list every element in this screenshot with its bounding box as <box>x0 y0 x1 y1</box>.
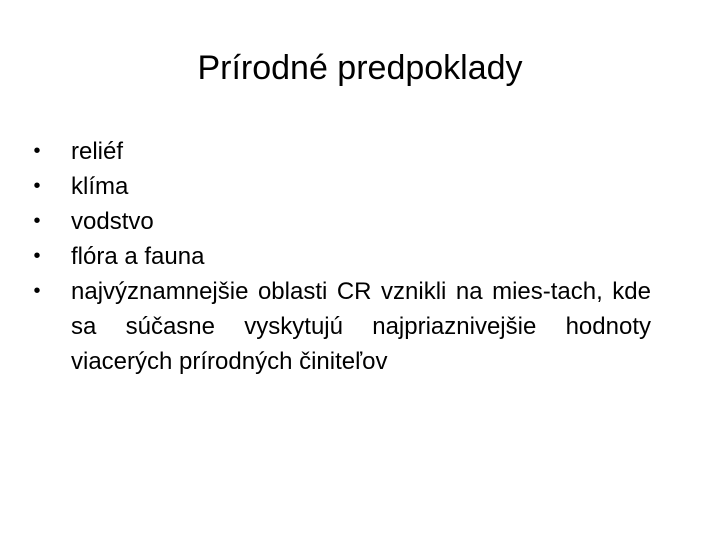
bullet-dot-icon: • <box>33 175 41 197</box>
bullet-text: vodstvo <box>71 208 154 235</box>
bullet-dot-icon: • <box>33 245 41 267</box>
bullet-item <box>30 134 690 169</box>
slide-title: Prírodné predpoklady <box>197 49 523 87</box>
bullet-text: klíma <box>71 173 129 200</box>
bullet-dot-icon: • <box>33 280 41 302</box>
bullet-item <box>30 169 690 204</box>
bullet-item <box>30 274 690 379</box>
bullet-text: flóra a fauna <box>71 243 205 270</box>
bullet-dot-icon: • <box>33 140 41 162</box>
bullet-dot-icon: • <box>33 210 41 232</box>
bullet-text: najvýznamnejšie oblasti CR vznikli na mies-tach, kde sa súčasne vyskytujú najpriaznivejšie hodnoty viacerých prírodných činiteľov <box>71 278 651 375</box>
bullet-text: reliéf <box>71 138 124 165</box>
bullet-item <box>30 204 690 239</box>
bullet-list <box>30 134 690 379</box>
bullet-item <box>30 239 690 274</box>
